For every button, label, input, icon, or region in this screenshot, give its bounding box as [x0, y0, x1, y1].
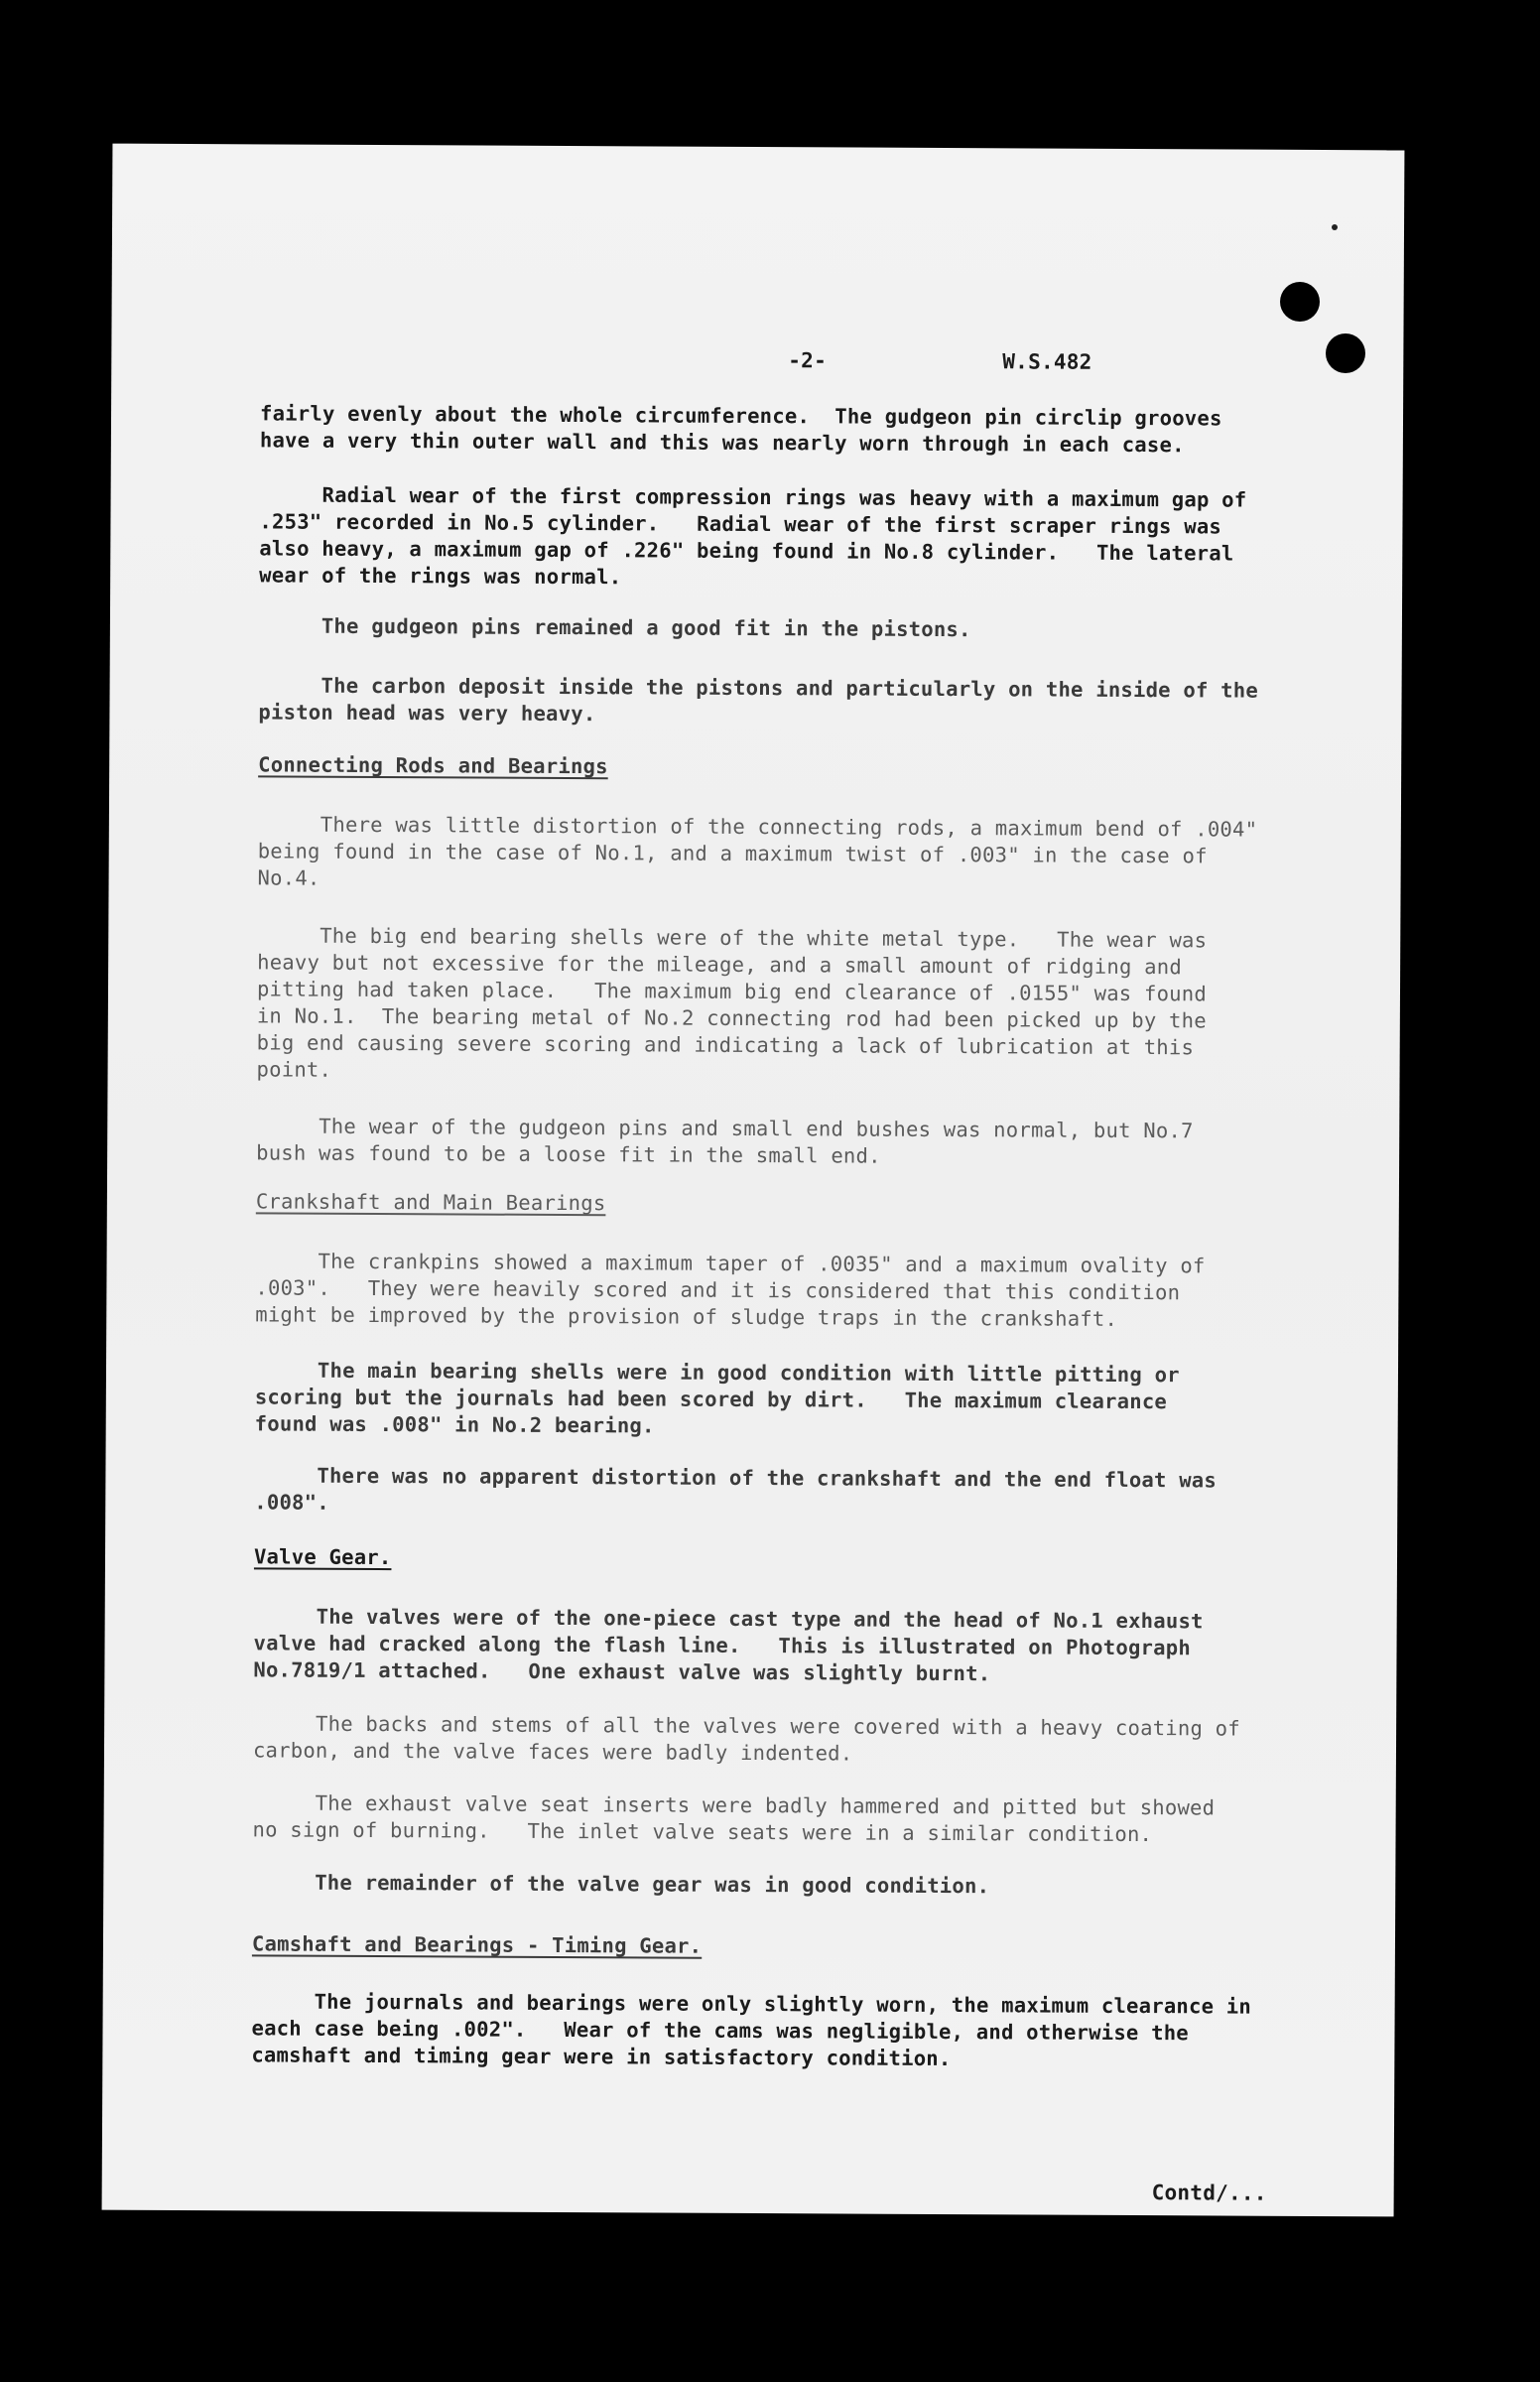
- speck-icon: [1332, 224, 1338, 230]
- punch-hole-icon: [1280, 282, 1320, 322]
- page-text: [102, 144, 1405, 2217]
- paragraph-carbon-deposit: The carbon deposit inside the pistons and particularly on the inside of the piston head was very heavy.: [258, 673, 1259, 727]
- paragraph-small-end: The wear of the gudgeon pins and small end bushes was normal, but No.7 bush was found to be a loose fit in the small end.: [256, 1114, 1194, 1168]
- paragraph-valve-seats: The exhaust valve seat inserts were badly hammered and pitted but showed no sign of burning. The inlet valve seats were in a similar condition.: [252, 1790, 1216, 1847]
- paragraph-crankpins: The crankpins showed a maximum taper of .0035" and a maximum ovality of .003". They were heavily scored and it is considered that this condition might be improved by the provision of sludge traps in the crankshaft.: [255, 1249, 1206, 1331]
- paragraph-end-float: There was no apparent distortion of the crankshaft and the end float was .008".: [254, 1463, 1218, 1515]
- paragraph-journals: The journals and bearings were only slightly worn, the maximum clearance in each case being .002". Wear of the cams was negligible, and otherwise the camshaft and timing gear were in satisfactory condition.: [251, 1989, 1252, 2071]
- heading-valve-gear: Valve Gear.: [253, 1544, 392, 1570]
- paragraph-big-end: The big end bearing shells were of the white metal type. The wear was heavy but not excessive for the mileage, and a small amount of ridging and pitting had taken place. The maximum big end clearance of .0155" was found in No.1. The bearing metal of No.2 connecting rod had been picked up by the big end causing severe scoring and indicating a lack of lubrication at this point.: [256, 923, 1208, 1082]
- heading-camshaft: Camshaft and Bearings - Timing Gear.: [251, 1931, 703, 1958]
- document-page: [102, 144, 1405, 2217]
- paragraph-gudgeon-pins: The gudgeon pins remained a good fit in the pistons.: [258, 613, 971, 642]
- page-number: -2-: [788, 348, 828, 373]
- punch-hole-icon: [1326, 333, 1365, 373]
- document-reference: W.S.482: [1002, 349, 1092, 374]
- paragraph-radial-wear: Radial wear of the first compression rings was heavy with a maximum gap of .253" recorded in No.5 cylinder. Radial wear of the first scraper rings was also heavy, a maximum gap of .226" being found in No.8 cylinder. The lateral wear of the rings was normal.: [259, 482, 1247, 590]
- paragraph-valve-stems: The backs and stems of all the valves were covered with a heavy coating of carbon, and the valve faces were badly indented.: [252, 1711, 1240, 1766]
- heading-connecting-rods: Connecting Rods and Bearings: [258, 752, 608, 779]
- paragraph-main-bearings: The main bearing shells were in good condition with little pitting or scoring but the journals had been scored by dirt. The maximum clearance found was .008" in No.2 bearing.: [254, 1358, 1180, 1438]
- paragraph-distortion: There was little distortion of the connecting rods, a maximum bend of .004" being found in the case of No.1, and a maximum twist of .003" in the case of No.4.: [257, 812, 1258, 890]
- heading-crankshaft: Crankshaft and Main Bearings: [255, 1189, 606, 1216]
- continued-marker: Contd/...: [1151, 2181, 1267, 2205]
- paragraph-remainder: The remainder of the valve gear was in good condition.: [252, 1870, 990, 1899]
- paragraph-circumference: fairly evenly about the whole circumference. The gudgeon pin circlip grooves have a very thin outer wall and this was nearly worn through in each case.: [259, 401, 1222, 458]
- paragraph-valves: The valves were of the one-piece cast type and the head of No.1 exhaust valve had cracked along the flash line. This is illustrated on Photograph No.7819/1 attached. One exhaust valve was slightly burnt.: [253, 1604, 1204, 1686]
